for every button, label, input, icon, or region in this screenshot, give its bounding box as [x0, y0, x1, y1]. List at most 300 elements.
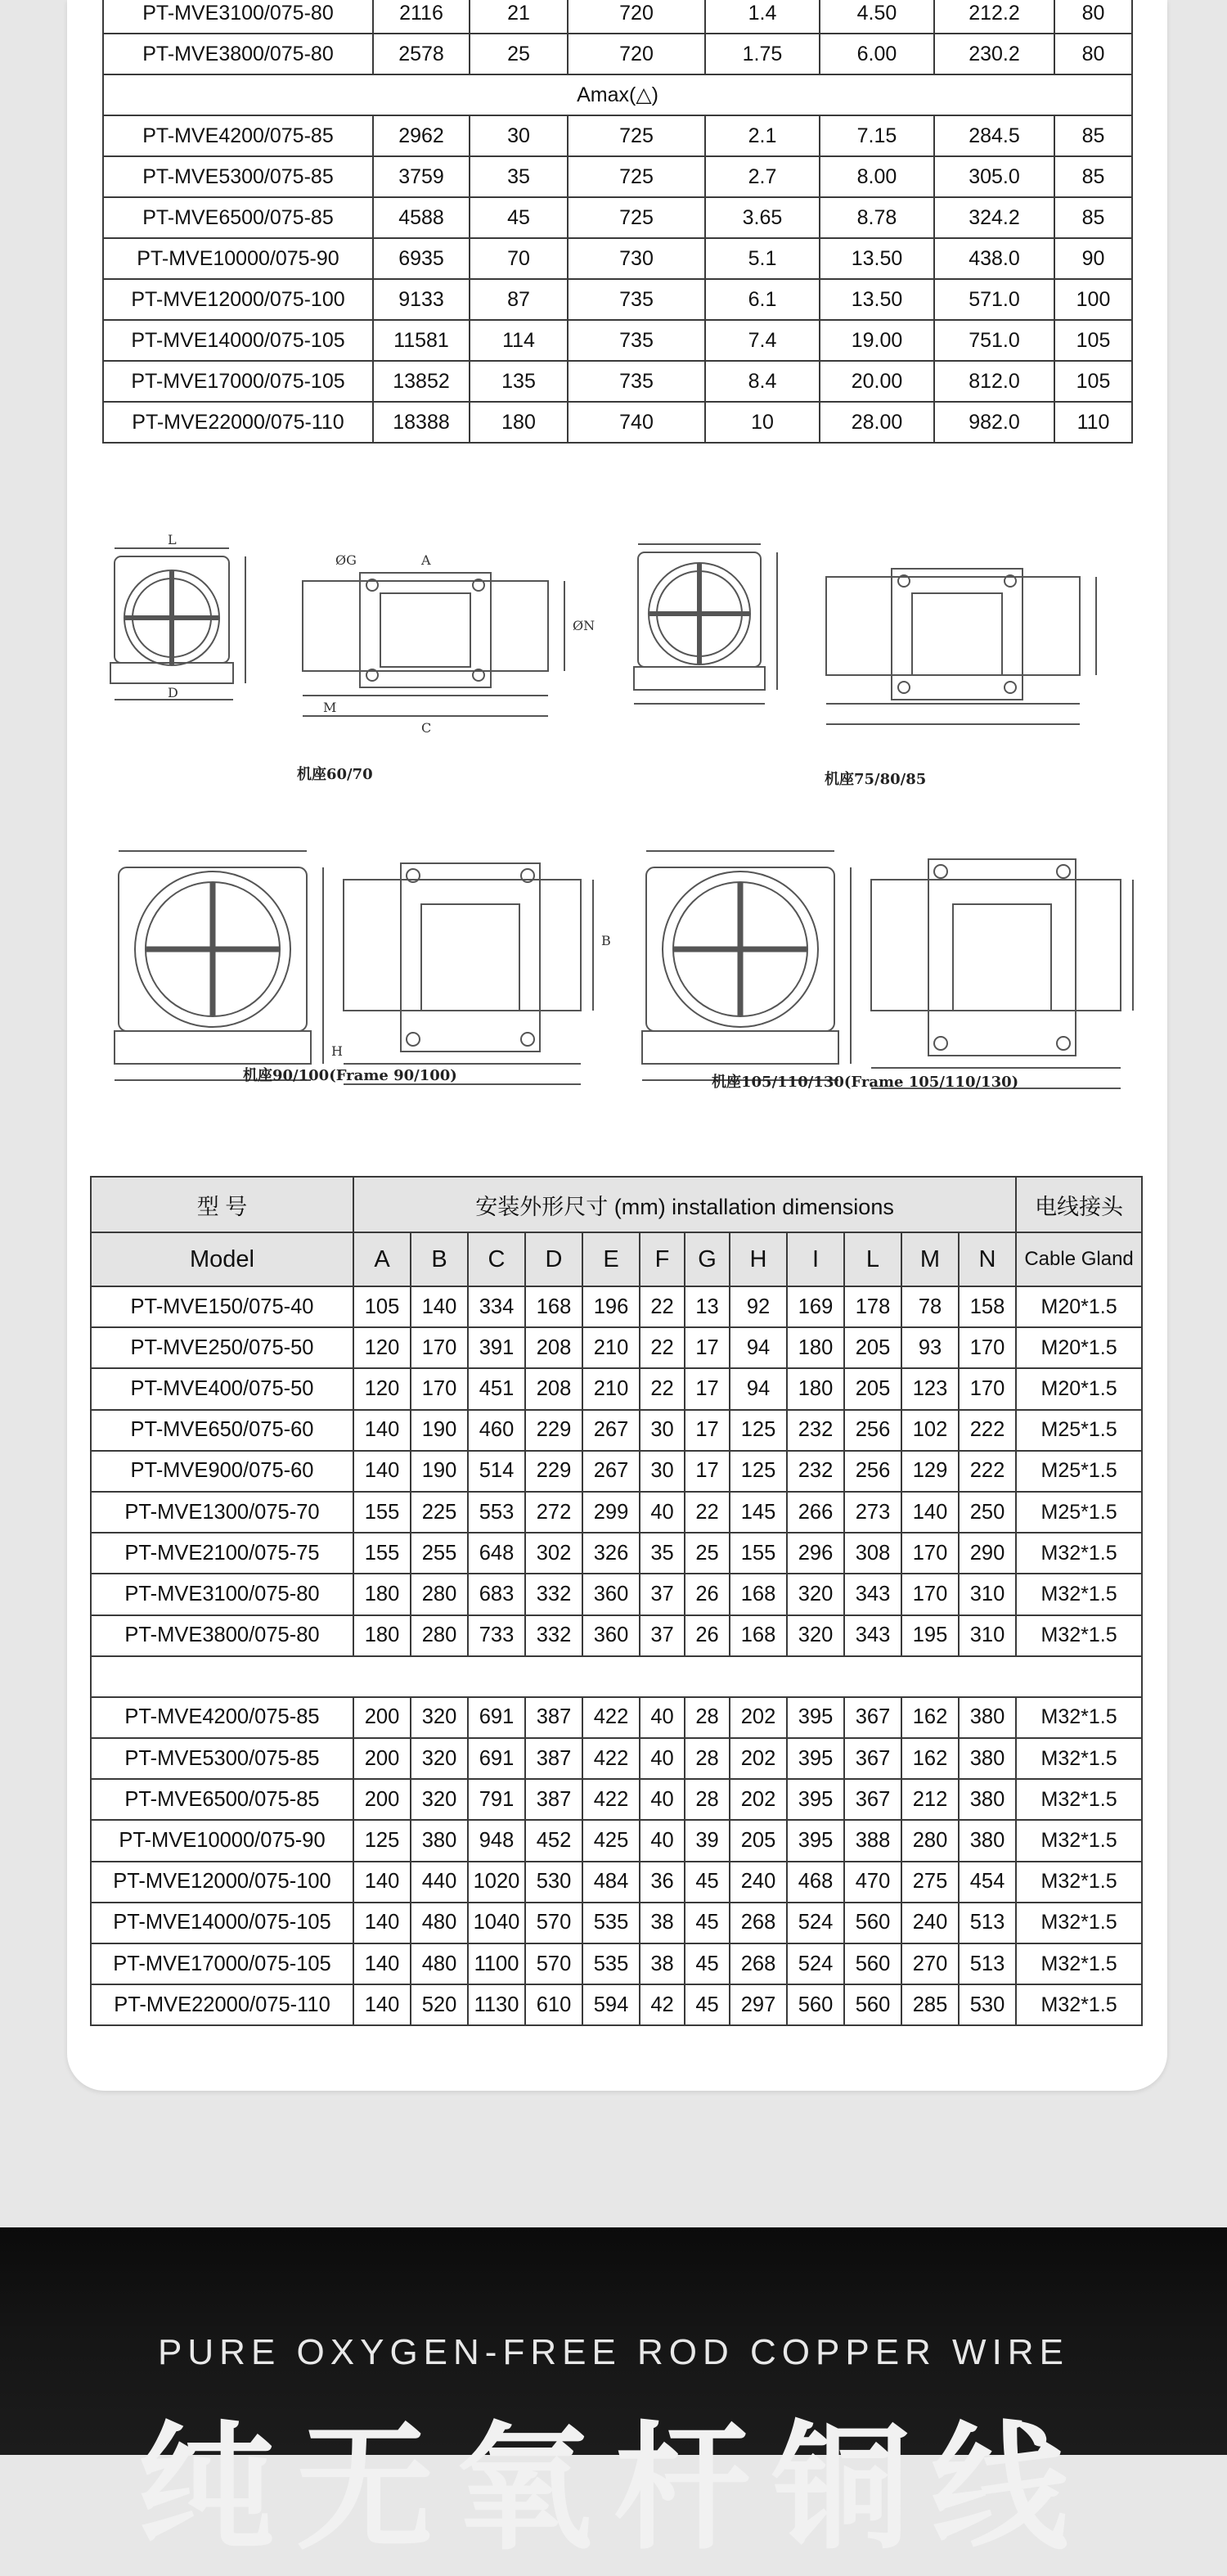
dimensions-cell: 205 [844, 1327, 901, 1368]
spec-cell: 13852 [373, 361, 470, 402]
dimensions-cell: 17 [685, 1451, 730, 1492]
dimensions-cell: 94 [730, 1368, 787, 1409]
dimensions-cell: M32*1.5 [1016, 1533, 1142, 1574]
dimensions-row [91, 1615, 1142, 1656]
dim-label-G: ØG [335, 552, 357, 568]
dimensions-cell: 170 [959, 1368, 1016, 1409]
dimensions-cell: 140 [353, 1451, 411, 1492]
dimensions-cell: 268 [730, 1943, 787, 1984]
dimensions-cell: 196 [582, 1286, 640, 1327]
dimensions-cell: 297 [730, 1984, 787, 2025]
dimensions-cell: 425 [582, 1820, 640, 1861]
dimensions-cell: 270 [901, 1943, 959, 1984]
dimensions-table [90, 1176, 1143, 2026]
dim-label-B: B [601, 933, 611, 948]
dimensions-cell: 1020 [468, 1862, 525, 1903]
dimensions-cell: 125 [353, 1820, 411, 1861]
dimensions-cell: 285 [901, 1984, 959, 2025]
dimensions-cell: 395 [787, 1697, 844, 1738]
dimensions-cell: 240 [901, 1903, 959, 1943]
dimensions-row [91, 1779, 1142, 1820]
dimensions-cell: 553 [468, 1492, 525, 1533]
dimensions-cell: 513 [959, 1943, 1016, 1984]
dimensions-cell: 28 [685, 1779, 730, 1820]
dimensions-header-cn [91, 1177, 1142, 1232]
dimensions-cell: 256 [844, 1410, 901, 1451]
dimensions-cell: 125 [730, 1410, 787, 1451]
spec-cell: PT-MVE17000/075-105 [103, 361, 373, 402]
dimensions-cell: 30 [640, 1410, 685, 1451]
dimensions-cell: 169 [787, 1286, 844, 1327]
dimensions-cell: 387 [525, 1697, 582, 1738]
spec-cell: 9133 [373, 279, 470, 320]
spec-cell: 85 [1054, 197, 1132, 238]
spec-cell: PT-MVE6500/075-85 [103, 197, 373, 238]
column-header: H [730, 1232, 787, 1286]
spec-cell: 13.50 [820, 238, 934, 279]
dimensions-cell: 28 [685, 1697, 730, 1738]
dimensions-cell: 140 [411, 1286, 468, 1327]
spec-cell: 21 [470, 0, 568, 34]
spec-cell: 35 [470, 156, 568, 197]
spec-cell: 25 [470, 34, 568, 74]
spec-cell: PT-MVE3100/075-80 [103, 0, 373, 34]
dimensions-row [91, 1368, 1142, 1409]
dimensions-cell: 155 [730, 1533, 787, 1574]
column-header: F [640, 1232, 685, 1286]
dimensions-cell: 202 [730, 1738, 787, 1779]
dimensions-cell: M25*1.5 [1016, 1451, 1142, 1492]
dimensions-cell: 200 [353, 1697, 411, 1738]
dimensions-cell: PT-MVE6500/075-85 [91, 1779, 353, 1820]
spec-cell: 100 [1054, 279, 1132, 320]
dimensions-cell: 332 [525, 1574, 582, 1615]
banner-subtitle: PURE OXYGEN-FREE ROD COPPER WIRE [158, 2332, 1069, 2372]
dimensions-cell: 484 [582, 1862, 640, 1903]
dimensions-cell: 168 [525, 1286, 582, 1327]
spec-cell: 70 [470, 238, 568, 279]
dimensions-cell: 102 [901, 1410, 959, 1451]
frame-drawings [0, 516, 1227, 1105]
dimensions-cell: 250 [959, 1492, 1016, 1533]
dimensions-cell: 387 [525, 1738, 582, 1779]
dimensions-cell: 524 [787, 1903, 844, 1943]
dimensions-cell: 388 [844, 1820, 901, 1861]
dimensions-cell: 140 [353, 1862, 411, 1903]
spec-cell: 45 [470, 197, 568, 238]
dimensions-cell: 1040 [468, 1903, 525, 1943]
dimensions-row [91, 1984, 1142, 2025]
spec-row [103, 361, 1132, 402]
spec-cell: 324.2 [934, 197, 1054, 238]
dimensions-cell: 460 [468, 1410, 525, 1451]
dimensions-cell: 232 [787, 1451, 844, 1492]
spec-cell: PT-MVE10000/075-90 [103, 238, 373, 279]
spec-cell: 4588 [373, 197, 470, 238]
dimensions-cell: 212 [901, 1779, 959, 1820]
dimensions-cell: PT-MVE14000/075-105 [91, 1903, 353, 1943]
dimensions-cell: PT-MVE400/075-50 [91, 1368, 353, 1409]
spec-cell: 735 [568, 320, 705, 361]
dimensions-cell: M20*1.5 [1016, 1368, 1142, 1409]
dimensions-cell: 535 [582, 1943, 640, 1984]
dimensions-cell: 280 [411, 1615, 468, 1656]
dimensions-cell: 524 [787, 1943, 844, 1984]
dimensions-cell: 178 [844, 1286, 901, 1327]
dimensions-cell: 170 [959, 1327, 1016, 1368]
dimensions-cell: 202 [730, 1697, 787, 1738]
dimensions-cell: 520 [411, 1984, 468, 2025]
spec-cell: PT-MVE14000/075-105 [103, 320, 373, 361]
dimensions-cell: 40 [640, 1779, 685, 1820]
dimensions-cell: 1130 [468, 1984, 525, 2025]
dimensions-cell: 391 [468, 1327, 525, 1368]
dimensions-cell: PT-MVE1300/075-70 [91, 1492, 353, 1533]
dimensions-cell: 37 [640, 1574, 685, 1615]
dimensions-cell: 158 [959, 1286, 1016, 1327]
spec-cell: 19.00 [820, 320, 934, 361]
dimensions-cell: 560 [844, 1984, 901, 2025]
column-header: M [901, 1232, 959, 1286]
dimensions-row [91, 1286, 1142, 1327]
dimensions-cell: 45 [685, 1862, 730, 1903]
spec-row [103, 238, 1132, 279]
dim-label-C: C [421, 720, 432, 736]
dimensions-cell: 210 [582, 1368, 640, 1409]
spec-cell: 20.00 [820, 361, 934, 402]
dimensions-cell: M32*1.5 [1016, 1943, 1142, 1984]
dimensions-cell: 140 [901, 1492, 959, 1533]
dimensions-row [91, 1943, 1142, 1984]
dimensions-cell: 190 [411, 1451, 468, 1492]
caption-frame-90: 机座90/100(Frame 90/100) [243, 1067, 457, 1084]
spec-cell: 2962 [373, 115, 470, 156]
copper-wire-banner [0, 2227, 1227, 2569]
dimensions-cell: 168 [730, 1574, 787, 1615]
dimensions-cell: 78 [901, 1286, 959, 1327]
spec-cell: 80 [1054, 34, 1132, 74]
spec-cell: 10 [705, 402, 820, 443]
dimensions-cell: 733 [468, 1615, 525, 1656]
dimensions-cell: 140 [353, 1410, 411, 1451]
spec-cell: 8.78 [820, 197, 934, 238]
caption-frame-60: 机座60/70 [297, 766, 373, 783]
spec-cell: 730 [568, 238, 705, 279]
dimensions-row [91, 1738, 1142, 1779]
spec-cell: 2.7 [705, 156, 820, 197]
spec-cell: 982.0 [934, 402, 1054, 443]
dimensions-cell: 422 [582, 1738, 640, 1779]
dimensions-cell: 343 [844, 1574, 901, 1615]
spec-cell: 6.00 [820, 34, 934, 74]
dimensions-cell: 40 [640, 1820, 685, 1861]
dimensions-cell: 208 [525, 1327, 582, 1368]
dimensions-cell: 155 [353, 1533, 411, 1574]
dimensions-cell: 280 [901, 1820, 959, 1861]
dimensions-cell: 256 [844, 1451, 901, 1492]
banner-title: 纯无氧杆铜线 [137, 2408, 1090, 2569]
dimensions-cell: 205 [730, 1820, 787, 1861]
dimensions-cell: 560 [844, 1903, 901, 1943]
header-cable-cn: 电线接头 [1016, 1177, 1142, 1232]
spec-cell: 30 [470, 115, 568, 156]
dimensions-spacer-row [91, 1656, 1142, 1697]
spec-cell: 85 [1054, 115, 1132, 156]
dimensions-cell: 560 [844, 1943, 901, 1984]
dimensions-cell: 380 [959, 1738, 1016, 1779]
dim-label-A: A [421, 552, 431, 568]
spec-cell: 28.00 [820, 402, 934, 443]
dimensions-cell: 422 [582, 1697, 640, 1738]
dimensions-cell: 232 [787, 1410, 844, 1451]
dimensions-row [91, 1451, 1142, 1492]
spec-cell: 2.1 [705, 115, 820, 156]
dimensions-cell: 202 [730, 1779, 787, 1820]
spec-cell: 812.0 [934, 361, 1054, 402]
spec-cell: 3.65 [705, 197, 820, 238]
spec-cell: 135 [470, 361, 568, 402]
dimensions-cell: 17 [685, 1327, 730, 1368]
drawing-frame-90-front [115, 851, 323, 1080]
drawing-frame-60-side [303, 573, 564, 716]
spec-cell: 11581 [373, 320, 470, 361]
dimensions-cell: 332 [525, 1615, 582, 1656]
dimensions-cell: 470 [844, 1862, 901, 1903]
dimensions-cell: 36 [640, 1862, 685, 1903]
dimensions-cell: 225 [411, 1492, 468, 1533]
dimensions-cell: 180 [787, 1327, 844, 1368]
dimensions-cell: 530 [525, 1862, 582, 1903]
caption-frame-75: 机座75/80/85 [825, 771, 927, 788]
dimensions-cell: 255 [411, 1533, 468, 1574]
dimensions-cell: 229 [525, 1451, 582, 1492]
dimensions-cell: 395 [787, 1820, 844, 1861]
dimensions-cell: 691 [468, 1738, 525, 1779]
dimensions-cell: 94 [730, 1327, 787, 1368]
spec-cell: PT-MVE4200/075-85 [103, 115, 373, 156]
spec-row [103, 402, 1132, 443]
drawing-frame-90-side [344, 863, 593, 1084]
spec-cell: 751.0 [934, 320, 1054, 361]
spec-cell: 6.1 [705, 279, 820, 320]
dimensions-cell: 145 [730, 1492, 787, 1533]
spec-cell: 4.50 [820, 0, 934, 34]
dimensions-cell: 266 [787, 1492, 844, 1533]
dimensions-cell: 343 [844, 1615, 901, 1656]
dimensions-cell: 452 [525, 1820, 582, 1861]
dimensions-cell: 45 [685, 1903, 730, 1943]
dimensions-cell: 320 [411, 1779, 468, 1820]
dimensions-cell: 468 [787, 1862, 844, 1903]
spec-cell: 2578 [373, 34, 470, 74]
dimensions-cell: 37 [640, 1615, 685, 1656]
dim-label-M: M [323, 700, 337, 715]
dimensions-cell: M32*1.5 [1016, 1984, 1142, 2025]
spec-cell: 725 [568, 197, 705, 238]
dimensions-cell: 22 [685, 1492, 730, 1533]
dimensions-row [91, 1574, 1142, 1615]
dimensions-cell: 129 [901, 1451, 959, 1492]
dimensions-cell: 25 [685, 1533, 730, 1574]
dimensions-cell: 26 [685, 1615, 730, 1656]
dimensions-cell: 268 [730, 1903, 787, 1943]
dimensions-cell: 273 [844, 1492, 901, 1533]
dimensions-cell: M32*1.5 [1016, 1697, 1142, 1738]
dimensions-cell: M32*1.5 [1016, 1862, 1142, 1903]
dimensions-cell: 480 [411, 1943, 468, 1984]
dimensions-cell: 45 [685, 1943, 730, 1984]
dimensions-cell: 296 [787, 1533, 844, 1574]
dimensions-cell: PT-MVE900/075-60 [91, 1451, 353, 1492]
dimensions-cell: 308 [844, 1533, 901, 1574]
dimensions-cell: 35 [640, 1533, 685, 1574]
dimensions-cell: 380 [959, 1697, 1016, 1738]
spec-cell: 725 [568, 156, 705, 197]
dimensions-row [91, 1410, 1142, 1451]
drawing-frame-75-front [634, 544, 777, 704]
dimensions-cell: 210 [582, 1327, 640, 1368]
spec-cell: 5.1 [705, 238, 820, 279]
dimensions-cell: 272 [525, 1492, 582, 1533]
dimensions-cell: PT-MVE650/075-60 [91, 1410, 353, 1451]
dimensions-cell: M20*1.5 [1016, 1286, 1142, 1327]
dimensions-row [91, 1327, 1142, 1368]
column-header: I [787, 1232, 844, 1286]
dimensions-cell: 22 [640, 1286, 685, 1327]
spec-cell: 90 [1054, 238, 1132, 279]
spec-row [103, 34, 1132, 74]
dimensions-cell: 387 [525, 1779, 582, 1820]
dimensions-cell: 22 [640, 1327, 685, 1368]
spec-cell: 284.5 [934, 115, 1054, 156]
dimensions-cell: 570 [525, 1903, 582, 1943]
dimensions-cell: 594 [582, 1984, 640, 2025]
dimensions-cell: 200 [353, 1779, 411, 1820]
spec-cell: 740 [568, 402, 705, 443]
dimensions-cell: 280 [411, 1574, 468, 1615]
dimensions-cell: 334 [468, 1286, 525, 1327]
spec-row [103, 197, 1132, 238]
dimensions-cell: 93 [901, 1327, 959, 1368]
spec-cell: 87 [470, 279, 568, 320]
dimensions-cell: M32*1.5 [1016, 1903, 1142, 1943]
dimensions-cell: 454 [959, 1862, 1016, 1903]
dimensions-cell: 267 [582, 1451, 640, 1492]
dimensions-cell: 125 [730, 1451, 787, 1492]
dimensions-cell: 28 [685, 1738, 730, 1779]
dimensions-cell: PT-MVE150/075-40 [91, 1286, 353, 1327]
dimensions-cell: PT-MVE17000/075-105 [91, 1943, 353, 1984]
dimensions-cell: 367 [844, 1779, 901, 1820]
dimensions-row [91, 1903, 1142, 1943]
dimensions-cell: 610 [525, 1984, 582, 2025]
spec-cell: 212.2 [934, 0, 1054, 34]
column-header: L [844, 1232, 901, 1286]
dimensions-cell: M25*1.5 [1016, 1410, 1142, 1451]
dimensions-cell: 451 [468, 1368, 525, 1409]
dimensions-cell: 367 [844, 1697, 901, 1738]
spec-cell: 305.0 [934, 156, 1054, 197]
dim-label-L: L [168, 532, 177, 547]
drawing-frame-75-side [826, 569, 1096, 724]
dimensions-cell: 120 [353, 1327, 411, 1368]
dimensions-cell: 320 [787, 1574, 844, 1615]
dimensions-cell: 395 [787, 1738, 844, 1779]
drawing-frame-60-front [110, 548, 245, 700]
spec-row [103, 156, 1132, 197]
dimensions-cell: 1100 [468, 1943, 525, 1984]
dimensions-cell: 560 [787, 1984, 844, 2025]
dimensions-cell: 480 [411, 1903, 468, 1943]
spec-row [103, 279, 1132, 320]
dimensions-cell: 691 [468, 1697, 525, 1738]
dimensions-cell: 514 [468, 1451, 525, 1492]
dimensions-cell: 123 [901, 1368, 959, 1409]
spacer-cell [91, 1656, 1142, 1697]
spec-cell: 7.15 [820, 115, 934, 156]
dimensions-column-headers [91, 1232, 1142, 1286]
dimensions-cell: 38 [640, 1943, 685, 1984]
column-header: C [468, 1232, 525, 1286]
dimensions-cell: 570 [525, 1943, 582, 1984]
spec-cell: 7.4 [705, 320, 820, 361]
dimensions-cell: 140 [353, 1984, 411, 2025]
dimensions-cell: 39 [685, 1820, 730, 1861]
dimensions-cell: 162 [901, 1738, 959, 1779]
dimensions-cell: PT-MVE4200/075-85 [91, 1697, 353, 1738]
dimensions-cell: 320 [411, 1697, 468, 1738]
dimensions-cell: M32*1.5 [1016, 1615, 1142, 1656]
dimensions-cell: 320 [411, 1738, 468, 1779]
dimensions-cell: 92 [730, 1286, 787, 1327]
spec-cell: 735 [568, 279, 705, 320]
header-model-cn: 型 号 [91, 1177, 353, 1232]
spec-cell: 720 [568, 0, 705, 34]
dimensions-cell: M25*1.5 [1016, 1492, 1142, 1533]
dimensions-cell: PT-MVE250/075-50 [91, 1327, 353, 1368]
spec-cell: 105 [1054, 361, 1132, 402]
dimensions-cell: 275 [901, 1862, 959, 1903]
spec-cell: PT-MVE12000/075-100 [103, 279, 373, 320]
spec-row [103, 115, 1132, 156]
dimensions-cell: 299 [582, 1492, 640, 1533]
dimensions-cell: M32*1.5 [1016, 1820, 1142, 1861]
dimensions-cell: 17 [685, 1368, 730, 1409]
dimensions-cell: 222 [959, 1410, 1016, 1451]
dimensions-cell: 17 [685, 1410, 730, 1451]
spec-cell: 105 [1054, 320, 1132, 361]
dimensions-cell: 170 [411, 1368, 468, 1409]
dimensions-cell: PT-MVE5300/075-85 [91, 1738, 353, 1779]
dimensions-cell: 40 [640, 1697, 685, 1738]
dimensions-row [91, 1533, 1142, 1574]
spec-cell: 1.4 [705, 0, 820, 34]
dimensions-cell: 310 [959, 1615, 1016, 1656]
spec-cell: 110 [1054, 402, 1132, 443]
dimensions-row [91, 1862, 1142, 1903]
dimensions-cell: 155 [353, 1492, 411, 1533]
dimensions-cell: 535 [582, 1903, 640, 1943]
dimensions-cell: PT-MVE3100/075-80 [91, 1574, 353, 1615]
dimensions-cell: 170 [411, 1327, 468, 1368]
dimensions-cell: M32*1.5 [1016, 1779, 1142, 1820]
spec-row [103, 0, 1132, 34]
spec-cell: 8.4 [705, 361, 820, 402]
column-header: N [959, 1232, 1016, 1286]
dimensions-cell: 326 [582, 1533, 640, 1574]
dimensions-cell: 120 [353, 1368, 411, 1409]
spec-cell: 114 [470, 320, 568, 361]
